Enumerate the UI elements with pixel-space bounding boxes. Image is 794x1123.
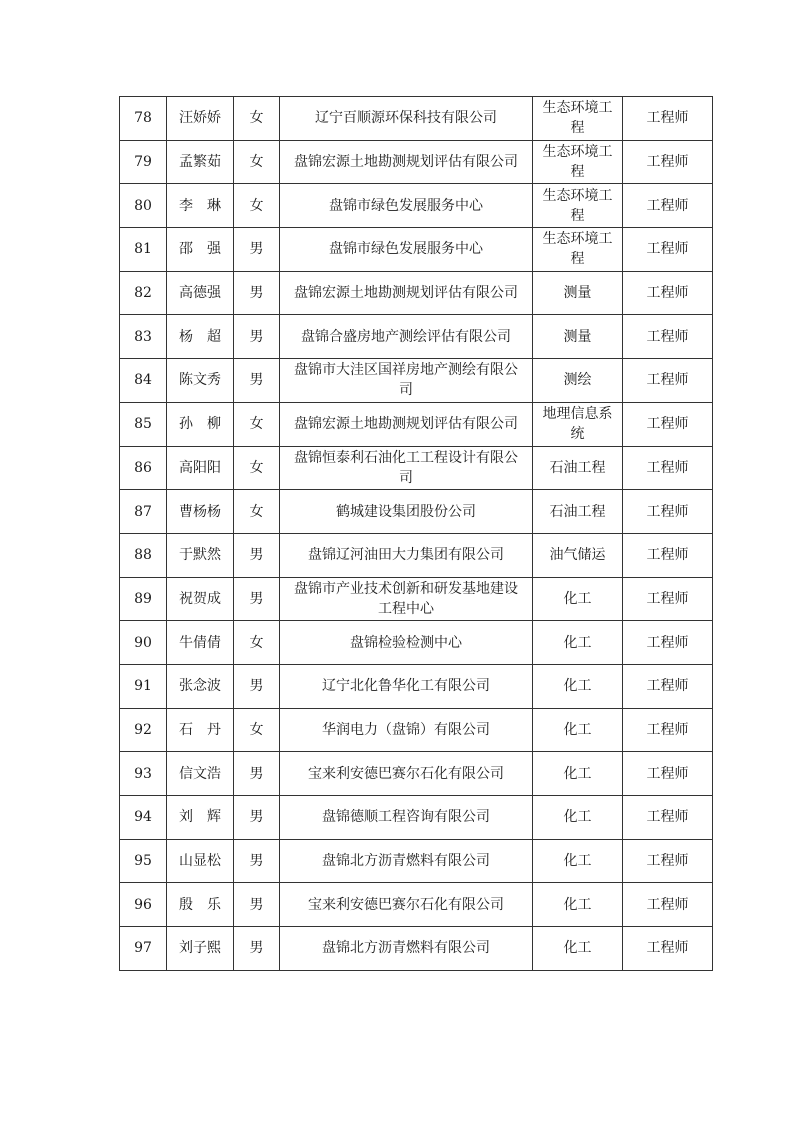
- cell-name: 祝贺成: [167, 577, 234, 621]
- cell-name: 邵 强: [167, 228, 234, 272]
- cell-gender: 女: [234, 708, 280, 752]
- cell-organization: 盘锦市绿色发展服务中心: [280, 184, 533, 228]
- table-row: [120, 271, 713, 315]
- cell-number: 83: [120, 315, 167, 359]
- cell-gender: 男: [234, 228, 280, 272]
- cell-gender: 女: [234, 402, 280, 446]
- cell-number: 78: [120, 97, 167, 141]
- cell-title: 工程师: [623, 490, 713, 534]
- cell-name: 刘子熙: [167, 927, 234, 971]
- cell-number: 96: [120, 883, 167, 927]
- cell-major: 化工: [533, 664, 623, 708]
- cell-number: 95: [120, 839, 167, 883]
- cell-title: 工程师: [623, 752, 713, 796]
- cell-title: 工程师: [623, 184, 713, 228]
- cell-major: 油气储运: [533, 533, 623, 577]
- cell-major: 化工: [533, 927, 623, 971]
- cell-number: 93: [120, 752, 167, 796]
- cell-gender: 男: [234, 752, 280, 796]
- table-row: [120, 621, 713, 665]
- cell-name: 曹杨杨: [167, 490, 234, 534]
- cell-major: 化工: [533, 839, 623, 883]
- cell-name: 山显松: [167, 839, 234, 883]
- cell-number: 91: [120, 664, 167, 708]
- cell-name: 张念波: [167, 664, 234, 708]
- cell-organization: 辽宁北化鲁华化工有限公司: [280, 664, 533, 708]
- cell-name: 孙 柳: [167, 402, 234, 446]
- cell-name: 李 琳: [167, 184, 234, 228]
- cell-organization: 盘锦宏源土地勘测规划评估有限公司: [280, 402, 533, 446]
- cell-major: 测量: [533, 315, 623, 359]
- cell-name: 殷 乐: [167, 883, 234, 927]
- table-row: [120, 927, 713, 971]
- cell-organization: 盘锦检验检测中心: [280, 621, 533, 665]
- cell-name: 汪娇娇: [167, 97, 234, 141]
- cell-gender: 女: [234, 621, 280, 665]
- cell-organization: 华润电力（盘锦）有限公司: [280, 708, 533, 752]
- cell-organization: 宝来利安德巴赛尔石化有限公司: [280, 752, 533, 796]
- cell-gender: 男: [234, 359, 280, 403]
- cell-title: 工程师: [623, 402, 713, 446]
- cell-major: 化工: [533, 621, 623, 665]
- roster-body: [120, 97, 713, 971]
- cell-organization: 辽宁百顺源环保科技有限公司: [280, 97, 533, 141]
- cell-title: 工程师: [623, 359, 713, 403]
- table-row: [120, 315, 713, 359]
- cell-major: 生态环境工程: [533, 140, 623, 184]
- table-row: [120, 533, 713, 577]
- table-row: [120, 796, 713, 840]
- table-row: [120, 184, 713, 228]
- cell-major: 化工: [533, 708, 623, 752]
- cell-title: 工程师: [623, 533, 713, 577]
- cell-gender: 男: [234, 839, 280, 883]
- cell-organization: 盘锦辽河油田大力集团有限公司: [280, 533, 533, 577]
- cell-name: 杨 超: [167, 315, 234, 359]
- cell-title: 工程师: [623, 708, 713, 752]
- cell-gender: 女: [234, 446, 280, 490]
- cell-name: 于默然: [167, 533, 234, 577]
- cell-name: 高德强: [167, 271, 234, 315]
- table-row: [120, 228, 713, 272]
- cell-number: 97: [120, 927, 167, 971]
- cell-number: 85: [120, 402, 167, 446]
- cell-organization: 盘锦市产业技术创新和研发基地建设工程中心: [280, 577, 533, 621]
- cell-title: 工程师: [623, 927, 713, 971]
- cell-name: 孟繁茹: [167, 140, 234, 184]
- cell-gender: 男: [234, 927, 280, 971]
- cell-title: 工程师: [623, 140, 713, 184]
- cell-title: 工程师: [623, 839, 713, 883]
- cell-major: 化工: [533, 577, 623, 621]
- cell-number: 88: [120, 533, 167, 577]
- cell-title: 工程师: [623, 271, 713, 315]
- table-row: [120, 140, 713, 184]
- cell-major: 石油工程: [533, 446, 623, 490]
- cell-gender: 女: [234, 140, 280, 184]
- cell-number: 94: [120, 796, 167, 840]
- table-row: [120, 839, 713, 883]
- cell-number: 87: [120, 490, 167, 534]
- cell-gender: 男: [234, 577, 280, 621]
- cell-title: 工程师: [623, 315, 713, 359]
- table-row: [120, 664, 713, 708]
- cell-number: 80: [120, 184, 167, 228]
- cell-name: 高阳阳: [167, 446, 234, 490]
- cell-title: 工程师: [623, 796, 713, 840]
- cell-gender: 男: [234, 883, 280, 927]
- cell-major: 测量: [533, 271, 623, 315]
- cell-organization: 盘锦北方沥青燃料有限公司: [280, 839, 533, 883]
- cell-gender: 男: [234, 664, 280, 708]
- cell-title: 工程师: [623, 97, 713, 141]
- cell-title: 工程师: [623, 228, 713, 272]
- cell-name: 信文浩: [167, 752, 234, 796]
- cell-gender: 男: [234, 796, 280, 840]
- cell-number: 92: [120, 708, 167, 752]
- table-row: [120, 446, 713, 490]
- cell-number: 90: [120, 621, 167, 665]
- cell-organization: 盘锦市绿色发展服务中心: [280, 228, 533, 272]
- cell-major: 化工: [533, 883, 623, 927]
- cell-major: 化工: [533, 752, 623, 796]
- cell-number: 79: [120, 140, 167, 184]
- cell-major: 生态环境工程: [533, 97, 623, 141]
- cell-name: 陈文秀: [167, 359, 234, 403]
- table-row: [120, 490, 713, 534]
- table-row: [120, 883, 713, 927]
- cell-major: 生态环境工程: [533, 184, 623, 228]
- cell-major: 测绘: [533, 359, 623, 403]
- cell-major: 生态环境工程: [533, 228, 623, 272]
- cell-title: 工程师: [623, 446, 713, 490]
- cell-name: 牛倩倩: [167, 621, 234, 665]
- cell-title: 工程师: [623, 883, 713, 927]
- cell-title: 工程师: [623, 621, 713, 665]
- cell-organization: 盘锦宏源土地勘测规划评估有限公司: [280, 140, 533, 184]
- table-row: [120, 97, 713, 141]
- cell-organization: 盘锦合盛房地产测绘评估有限公司: [280, 315, 533, 359]
- cell-number: 84: [120, 359, 167, 403]
- cell-gender: 男: [234, 533, 280, 577]
- cell-gender: 男: [234, 315, 280, 359]
- cell-organization: 盘锦市大洼区国祥房地产测绘有限公司: [280, 359, 533, 403]
- cell-major: 石油工程: [533, 490, 623, 534]
- cell-major: 化工: [533, 796, 623, 840]
- table-row: [120, 752, 713, 796]
- cell-number: 82: [120, 271, 167, 315]
- cell-name: 石 丹: [167, 708, 234, 752]
- cell-organization: 盘锦北方沥青燃料有限公司: [280, 927, 533, 971]
- cell-gender: 女: [234, 184, 280, 228]
- cell-gender: 男: [234, 271, 280, 315]
- table-row: [120, 708, 713, 752]
- cell-number: 86: [120, 446, 167, 490]
- cell-organization: 盘锦宏源土地勘测规划评估有限公司: [280, 271, 533, 315]
- cell-gender: 女: [234, 97, 280, 141]
- cell-number: 81: [120, 228, 167, 272]
- cell-organization: 鹤城建设集团股份公司: [280, 490, 533, 534]
- cell-name: 刘 辉: [167, 796, 234, 840]
- cell-major: 地理信息系统: [533, 402, 623, 446]
- cell-number: 89: [120, 577, 167, 621]
- cell-organization: 宝来利安德巴赛尔石化有限公司: [280, 883, 533, 927]
- cell-organization: 盘锦恒泰利石油化工工程设计有限公司: [280, 446, 533, 490]
- table-row: [120, 359, 713, 403]
- cell-gender: 女: [234, 490, 280, 534]
- cell-organization: 盘锦德顺工程咨询有限公司: [280, 796, 533, 840]
- cell-title: 工程师: [623, 577, 713, 621]
- table-row: [120, 577, 713, 621]
- roster-table: [119, 96, 713, 971]
- table-row: [120, 402, 713, 446]
- cell-title: 工程师: [623, 664, 713, 708]
